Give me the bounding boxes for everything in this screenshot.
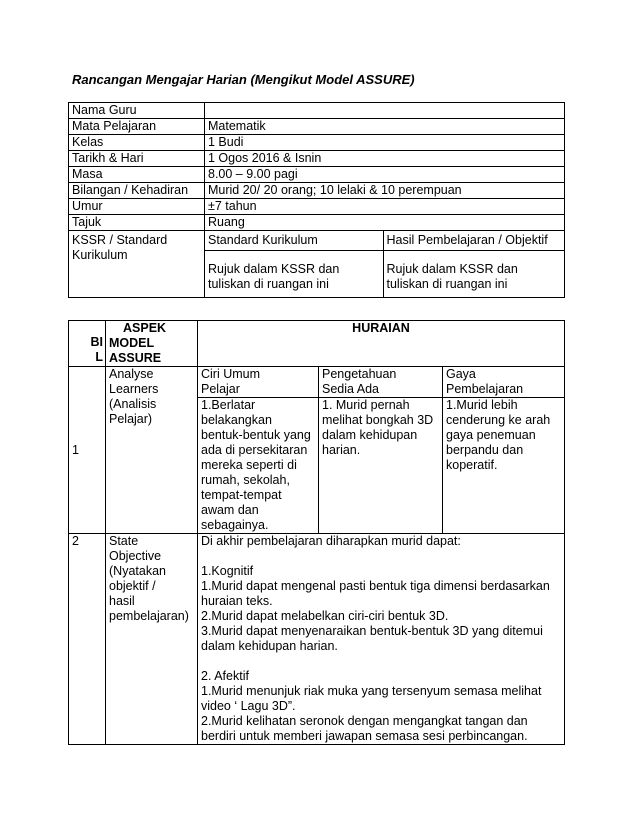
document-title: Rancangan Mengajar Harian (Mengikut Model ASSURE) [72,72,415,87]
info-label: Masa [69,167,205,183]
kssr-label-line: KSSR / Standard [72,233,168,247]
info-value: ±7 tahun [205,199,565,215]
note-line: Rujuk dalam KSSR dan [208,262,340,276]
standard-kurikulum-header: Standard Kurikulum [205,231,383,251]
analyse-learners-subheader-row [69,367,565,398]
info-value: 8.00 – 9.00 pagi [205,167,565,183]
info-label: Tarikh & Hari [69,151,205,167]
pengetahuan-header: Pengetahuan Sedia Ada [319,367,443,398]
info-row-kelas [69,135,565,151]
hasil-pembelajaran-note [383,251,565,298]
note-line: Rujuk dalam KSSR dan [386,262,518,276]
info-row-tajuk [69,215,565,231]
ciri-umum-content: 1.Berlatar belakangkan bentuk-bentuk yang ada di persekitaran mereka seperti di rumah, sekolah, tempat-tempat awam dan sebagainya. [198,398,319,534]
huraian-header: HURAIAN [198,321,565,367]
standard-kurikulum-note [205,251,383,298]
note-line: tuliskan di ruangan ini [386,277,508,291]
info-value: 1 Budi [205,135,565,151]
info-row-masa [69,167,565,183]
info-row-umur [69,199,565,215]
pengetahuan-content: 1. Murid pernah melihat bongkah 3D dalam kehidupan harian. [319,398,443,534]
kssr-subtable-cell [205,231,565,298]
gaya-header: Gaya Pembelajaran [443,367,565,398]
hasil-pembelajaran-header: Hasil Pembelajaran / Objektif [383,231,565,251]
note-line: tuliskan di ruangan ini [208,277,329,291]
assure-model-table [68,320,565,745]
info-row-bilangan-kehadiran [69,183,565,199]
info-value [205,103,565,119]
row-number: 1 [69,367,106,534]
info-label: Nama Guru [69,103,205,119]
info-label: Umur [69,199,205,215]
kognitif-item: 2.Murid dapat melabelkan ciri-ciri bentuk 3D. [201,609,449,623]
kssr-subtable [205,231,565,297]
afektif-item: 2.Murid kelihatan seronok dengan mengangkat tangan dan berdiri untuk memberi jawapan semasa sesi perbincangan. [201,714,528,743]
ciri-umum-header: Ciri Umum Pelajar [198,367,319,398]
info-value: Ruang [205,215,565,231]
info-label: Mata Pelajaran [69,119,205,135]
row-number: 2 [69,534,106,745]
aspek-state-objective: State Objective (Nyatakan objektif / hasil pembelajaran) [106,534,198,745]
info-label: Bilangan / Kehadiran [69,183,205,199]
info-row-tarikh-hari [69,151,565,167]
lesson-info-table [68,102,565,298]
afektif-heading: 2. Afektif [201,669,249,683]
info-value: 1 Ogos 2016 & Isnin [205,151,565,167]
aspek-header: ASPEK MODEL ASSURE [106,321,198,367]
assure-header-row [69,321,565,367]
info-label: Kelas [69,135,205,151]
kssr-label [69,231,205,298]
gaya-content: 1.Murid lebih cenderung ke arah gaya penemuan berpandu dan koperatif. [443,398,565,534]
objective-intro: Di akhir pembelajaran diharapkan murid dapat: [201,534,461,548]
afektif-item: 1.Murid menunjuk riak muka yang tersenyum semasa melihat video ‘ Lagu 3D”. [201,684,542,713]
kssr-label-line: Kurikulum [72,248,128,262]
info-value: Matematik [205,119,565,135]
info-row-mata-pelajaran [69,119,565,135]
kognitif-heading: 1.Kognitif [201,564,254,578]
info-value: Murid 20/ 20 orang; 10 lelaki & 10 perempuan [205,183,565,199]
info-label: Tajuk [69,215,205,231]
bil-header: BI L [69,321,106,367]
kognitif-item: 1.Murid dapat mengenal pasti bentuk tiga dimensi berdasarkan huraian teks. [201,579,550,608]
info-row-nama-guru [69,103,565,119]
state-objective-row [69,534,565,745]
kognitif-item: 3.Murid dapat menyenaraikan bentuk-bentuk 3D yang ditemui dalam kehidupan harian. [201,624,543,653]
objective-content [198,534,565,745]
info-row-kssr [69,231,565,298]
aspek-analyse-learners: Analyse Learners (Analisis Pelajar) [106,367,198,534]
